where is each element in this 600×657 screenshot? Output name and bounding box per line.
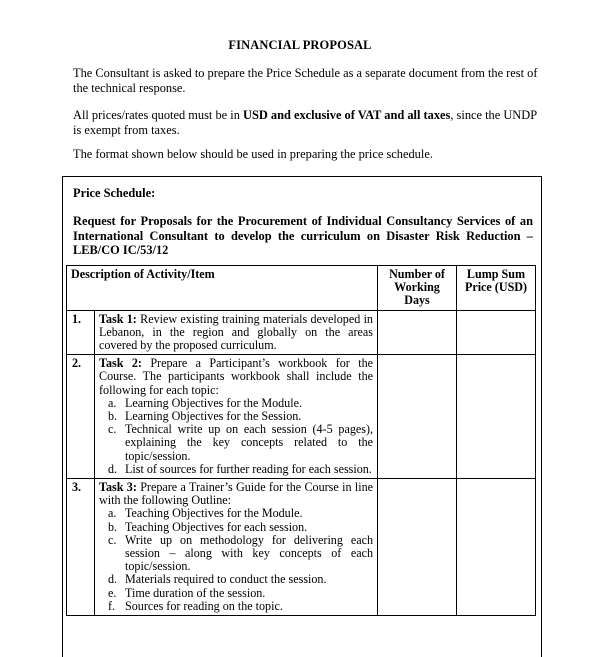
list-item (108, 422, 373, 463)
task-label: Task 1: (99, 311, 137, 326)
list-item-text: Technical write up on each session (4-5 pages), explaining the key concepts related to the topic/session. (125, 422, 373, 463)
task-label: Task 3: (99, 480, 137, 495)
intro-paragraph: The Consultant is asked to prepare the Price Schedule as a separate document from the rest of the technical response. (73, 66, 538, 95)
list-item-text: Materials required to conduct the session. (125, 572, 327, 587)
list-item-text: List of sources for further reading for each session. (125, 461, 372, 476)
document-title: FINANCIAL PROPOSAL (228, 38, 372, 52)
lump-sum-cell[interactable] (457, 479, 536, 616)
task-intro (99, 313, 373, 353)
list-marker: a. (108, 395, 117, 410)
price-schedule-label: Price Schedule: (73, 186, 156, 200)
table-row (67, 310, 536, 355)
task-description (95, 355, 378, 479)
task-text: Review existing training materials developed in Lebanon, in the region and globally on the areas covered by the proposed curriculum. (99, 311, 373, 353)
header-description: Description of Activity/Item (67, 266, 378, 311)
list-marker: b. (108, 409, 118, 424)
list-marker: e. (108, 585, 117, 600)
rfp-heading: Request for Proposals for the Procurement of Individual Consultancy Services of an International Consultant to develop the curriculum on Disaster Risk Reduction – LEB/CO IC/53/12 (73, 214, 533, 257)
task-label: Task 2: (99, 356, 142, 371)
table-header-row (67, 266, 536, 311)
header-lump-sum: Lump Sum Price (USD) (457, 266, 536, 311)
list-item-text: Teaching Objectives for the Module. (125, 506, 303, 521)
task-intro (99, 357, 373, 397)
list-item-text: Teaching Objectives for each session. (125, 519, 308, 534)
table-row (67, 355, 536, 479)
list-item-text: Learning Objectives for the Module. (125, 395, 302, 410)
list-marker: c. (108, 422, 117, 437)
list-item-text: Time duration of the session. (125, 585, 266, 600)
list-marker: a. (108, 506, 117, 521)
task-text: Prepare a Trainer’s Guide for the Course in line with the following Outline: (99, 480, 373, 508)
list-item (108, 598, 373, 613)
header-working-days: Number of Working Days (378, 266, 457, 311)
task-intro (99, 481, 373, 507)
format-paragraph: The format shown below should be used in preparing the price schedule. (73, 147, 433, 161)
list-item-text: Write up on methodology for delivering each session – along with key concepts of each topic/session. (125, 532, 373, 574)
working-days-cell[interactable] (378, 479, 457, 616)
pricing-paragraph (73, 108, 538, 138)
list-item (108, 461, 373, 476)
pricing-emphasis: USD and exclusive of VAT and all taxes (243, 108, 451, 122)
pricing-suffix: , since the UNDP is exempt from taxes. (73, 108, 537, 137)
list-marker: b. (108, 519, 118, 534)
price-schedule-box (62, 176, 542, 657)
list-marker: f. (108, 598, 116, 613)
working-days-cell[interactable] (378, 355, 457, 479)
task-subitems (99, 397, 373, 476)
row-number: 2. (67, 355, 95, 479)
task-description (95, 310, 378, 355)
task-text: Prepare a Participant’s workbook for the Course. The participants workbook shall include the following for each topic: (99, 356, 373, 397)
list-item (108, 532, 373, 574)
price-table (66, 265, 536, 616)
list-marker: d. (108, 572, 118, 587)
lump-sum-cell[interactable] (457, 310, 536, 355)
task-description (95, 479, 378, 616)
row-number: 3. (67, 479, 95, 616)
pricing-prefix: All prices/rates quoted must be in (73, 108, 243, 122)
working-days-cell[interactable] (378, 310, 457, 355)
table-body (67, 310, 536, 615)
list-marker: c. (108, 532, 117, 547)
table-row (67, 479, 536, 616)
list-item-text: Sources for reading on the topic. (125, 598, 283, 613)
list-item-text: Learning Objectives for the Session. (125, 409, 302, 424)
row-number: 1. (67, 310, 95, 355)
list-marker: d. (108, 461, 118, 476)
lump-sum-cell[interactable] (457, 355, 536, 479)
task-subitems (99, 507, 373, 613)
